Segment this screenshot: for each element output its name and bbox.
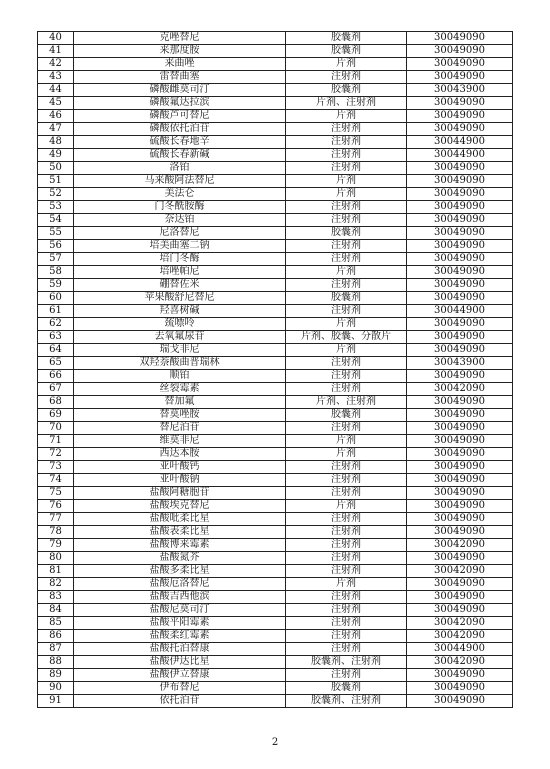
dosage-form-cell: 注射剂 <box>286 253 407 266</box>
tariff-code-cell: 30049090 <box>407 266 513 279</box>
drug-name-cell: 硫酸长春地辛 <box>74 136 286 149</box>
dosage-form-cell: 注射剂 <box>286 552 407 565</box>
drug-name-cell: 盐酸吡柔比星 <box>74 513 286 526</box>
drug-name-cell: 双羟萘酸曲普瑞林 <box>74 357 286 370</box>
row-number-cell: 69 <box>38 409 74 422</box>
drug-name-cell: 替尼泊苷 <box>74 422 286 435</box>
row-number-cell: 80 <box>38 552 74 565</box>
drug-name-cell: 瑞戈非尼 <box>74 344 286 357</box>
table-row <box>38 487 513 500</box>
row-number-cell: 47 <box>38 123 74 136</box>
drug-name-cell: 依托泊苷 <box>74 695 286 708</box>
row-number-cell: 60 <box>38 292 74 305</box>
table-row <box>38 123 513 136</box>
table-row <box>38 149 513 162</box>
drug-name-cell: 磷酸雌莫司汀 <box>74 84 286 97</box>
tariff-code-cell: 30042090 <box>407 565 513 578</box>
drug-name-cell: 盐酸尼莫司汀 <box>74 604 286 617</box>
row-number-cell: 79 <box>38 539 74 552</box>
drug-name-cell: 盐酸多柔比星 <box>74 565 286 578</box>
row-number-cell: 70 <box>38 422 74 435</box>
drug-name-cell: 盐酸伊达比星 <box>74 656 286 669</box>
row-number-cell: 90 <box>38 682 74 695</box>
dosage-form-cell: 注射剂 <box>286 513 407 526</box>
dosage-form-cell: 片剂 <box>286 318 407 331</box>
drug-name-cell: 来那度胺 <box>74 45 286 58</box>
tariff-code-cell: 30043900 <box>407 84 513 97</box>
tariff-code-cell: 30042090 <box>407 383 513 396</box>
dosage-form-cell: 注射剂 <box>286 422 407 435</box>
dosage-form-cell: 注射剂 <box>286 474 407 487</box>
tariff-code-cell: 30049090 <box>407 45 513 58</box>
tariff-code-cell: 30049090 <box>407 695 513 708</box>
drug-name-cell: 美法仑 <box>74 188 286 201</box>
table-row <box>38 214 513 227</box>
dosage-form-cell: 片剂 <box>286 175 407 188</box>
tariff-code-cell: 30049090 <box>407 253 513 266</box>
tariff-code-cell: 30049090 <box>407 71 513 84</box>
table-row <box>38 188 513 201</box>
drug-name-cell: 去氧氟尿苷 <box>74 331 286 344</box>
tariff-code-cell: 30044900 <box>407 643 513 656</box>
table-row <box>38 32 513 45</box>
drug-name-cell: 巯嘌呤 <box>74 318 286 331</box>
drug-name-cell: 亚叶酸钙 <box>74 461 286 474</box>
drug-name-cell: 奈达铂 <box>74 214 286 227</box>
table-row <box>38 110 513 123</box>
drug-name-cell: 苹果酸舒尼替尼 <box>74 292 286 305</box>
row-number-cell: 62 <box>38 318 74 331</box>
tariff-code-cell: 30049090 <box>407 526 513 539</box>
drug-name-cell: 雷替曲塞 <box>74 71 286 84</box>
drug-name-cell: 西达本胺 <box>74 448 286 461</box>
drug-name-cell: 维莫非尼 <box>74 435 286 448</box>
table-row <box>38 461 513 474</box>
tariff-code-cell: 30049090 <box>407 331 513 344</box>
table-row <box>38 682 513 695</box>
row-number-cell: 42 <box>38 58 74 71</box>
row-number-cell: 74 <box>38 474 74 487</box>
tariff-code-cell: 30042090 <box>407 539 513 552</box>
dosage-form-cell: 片剂、注射剂 <box>286 396 407 409</box>
dosage-form-cell: 片剂 <box>286 435 407 448</box>
row-number-cell: 66 <box>38 370 74 383</box>
tariff-code-cell: 30049090 <box>407 552 513 565</box>
dosage-form-cell: 注射剂 <box>286 71 407 84</box>
dosage-form-cell: 胶囊剂、注射剂 <box>286 695 407 708</box>
table-row <box>38 253 513 266</box>
drug-name-cell: 盐酸埃克替尼 <box>74 500 286 513</box>
table-row <box>38 578 513 591</box>
dosage-form-cell: 注射剂 <box>286 617 407 630</box>
dosage-form-cell: 胶囊剂 <box>286 45 407 58</box>
tariff-code-cell: 30044900 <box>407 149 513 162</box>
dosage-form-cell: 注射剂 <box>286 240 407 253</box>
drug-name-cell: 盐酸厄洛替尼 <box>74 578 286 591</box>
table-row <box>38 630 513 643</box>
table-row <box>38 474 513 487</box>
dosage-form-cell: 注射剂 <box>286 643 407 656</box>
drug-name-cell: 盐酸氮芥 <box>74 552 286 565</box>
table-row <box>38 45 513 58</box>
drug-name-cell: 盐酸吉西他滨 <box>74 591 286 604</box>
table-row <box>38 201 513 214</box>
drug-name-cell: 丝裂霉素 <box>74 383 286 396</box>
table-row <box>38 344 513 357</box>
table-row <box>38 565 513 578</box>
table-row <box>38 526 513 539</box>
dosage-form-cell: 注射剂 <box>286 591 407 604</box>
table-row <box>38 604 513 617</box>
table-row <box>38 539 513 552</box>
row-number-cell: 67 <box>38 383 74 396</box>
row-number-cell: 53 <box>38 201 74 214</box>
row-number-cell: 50 <box>38 162 74 175</box>
dosage-form-cell: 注射剂 <box>286 526 407 539</box>
table-row <box>38 435 513 448</box>
table-row <box>38 409 513 422</box>
tariff-code-cell: 30049090 <box>407 214 513 227</box>
drug-name-cell: 盐酸伊立替康 <box>74 669 286 682</box>
dosage-form-cell: 注射剂 <box>286 279 407 292</box>
tariff-code-cell: 30049090 <box>407 227 513 240</box>
drug-name-cell: 培美曲塞二钠 <box>74 240 286 253</box>
table-row <box>38 422 513 435</box>
table-row <box>38 266 513 279</box>
drug-name-cell: 克唑替尼 <box>74 32 286 45</box>
row-number-cell: 61 <box>38 305 74 318</box>
row-number-cell: 56 <box>38 240 74 253</box>
tariff-code-cell: 30049090 <box>407 500 513 513</box>
dosage-form-cell: 注射剂 <box>286 214 407 227</box>
tariff-code-cell: 30049090 <box>407 110 513 123</box>
drug-name-cell: 盐酸博来霉素 <box>74 539 286 552</box>
dosage-form-cell: 片剂 <box>286 448 407 461</box>
drug-name-cell: 尼洛替尼 <box>74 227 286 240</box>
dosage-form-cell: 注射剂 <box>286 149 407 162</box>
tariff-code-cell: 30044900 <box>407 305 513 318</box>
row-number-cell: 78 <box>38 526 74 539</box>
dosage-form-cell: 胶囊剂 <box>286 32 407 45</box>
dosage-form-cell: 注射剂 <box>286 201 407 214</box>
dosage-form-cell: 胶囊剂 <box>286 682 407 695</box>
row-number-cell: 41 <box>38 45 74 58</box>
drug-name-cell: 硫酸长春新碱 <box>74 149 286 162</box>
drug-name-cell: 亚叶酸钠 <box>74 474 286 487</box>
table-row <box>38 227 513 240</box>
tariff-code-cell: 30049090 <box>407 318 513 331</box>
row-number-cell: 87 <box>38 643 74 656</box>
drug-name-cell: 来曲唑 <box>74 58 286 71</box>
dosage-form-cell: 注射剂 <box>286 305 407 318</box>
row-number-cell: 89 <box>38 669 74 682</box>
row-number-cell: 91 <box>38 695 74 708</box>
dosage-form-cell: 胶囊剂、注射剂 <box>286 656 407 669</box>
tariff-code-cell: 30049090 <box>407 32 513 45</box>
table-row <box>38 136 513 149</box>
row-number-cell: 81 <box>38 565 74 578</box>
tariff-code-cell: 30049090 <box>407 279 513 292</box>
tariff-code-cell: 30049090 <box>407 578 513 591</box>
row-number-cell: 82 <box>38 578 74 591</box>
row-number-cell: 84 <box>38 604 74 617</box>
row-number-cell: 57 <box>38 253 74 266</box>
table-row <box>38 84 513 97</box>
tariff-code-cell: 30042090 <box>407 617 513 630</box>
dosage-form-cell: 胶囊剂 <box>286 292 407 305</box>
drug-name-cell: 培唑帕尼 <box>74 266 286 279</box>
drug-table-body <box>38 32 513 708</box>
tariff-code-cell: 30049090 <box>407 682 513 695</box>
drug-name-cell: 磷酸氟达拉滨 <box>74 97 286 110</box>
row-number-cell: 73 <box>38 461 74 474</box>
drug-name-cell: 培门冬酶 <box>74 253 286 266</box>
tariff-code-cell: 30049090 <box>407 591 513 604</box>
dosage-form-cell: 注射剂 <box>286 604 407 617</box>
table-row <box>38 383 513 396</box>
drug-name-cell: 门冬酰胺酶 <box>74 201 286 214</box>
row-number-cell: 45 <box>38 97 74 110</box>
dosage-form-cell: 注射剂 <box>286 630 407 643</box>
tariff-code-cell: 30049090 <box>407 201 513 214</box>
table-row <box>38 370 513 383</box>
row-number-cell: 54 <box>38 214 74 227</box>
tariff-code-cell: 30042090 <box>407 630 513 643</box>
tariff-code-cell: 30049090 <box>407 422 513 435</box>
dosage-form-cell: 注射剂 <box>286 357 407 370</box>
table-row <box>38 357 513 370</box>
row-number-cell: 59 <box>38 279 74 292</box>
row-number-cell: 43 <box>38 71 74 84</box>
drug-name-cell: 马来酸阿法替尼 <box>74 175 286 188</box>
dosage-form-cell: 注射剂 <box>286 136 407 149</box>
table-row <box>38 695 513 708</box>
tariff-code-cell: 30049090 <box>407 396 513 409</box>
tariff-code-cell: 30043900 <box>407 357 513 370</box>
tariff-code-cell: 30044900 <box>407 136 513 149</box>
dosage-form-cell: 片剂 <box>286 58 407 71</box>
tariff-code-cell: 30049090 <box>407 123 513 136</box>
dosage-form-cell: 注射剂 <box>286 669 407 682</box>
row-number-cell: 68 <box>38 396 74 409</box>
dosage-form-cell: 注射剂 <box>286 565 407 578</box>
tariff-code-cell: 30049090 <box>407 513 513 526</box>
table-row <box>38 500 513 513</box>
table-row <box>38 331 513 344</box>
page-number: 2 <box>271 737 279 748</box>
tariff-code-cell: 30049090 <box>407 162 513 175</box>
row-number-cell: 40 <box>38 32 74 45</box>
row-number-cell: 65 <box>38 357 74 370</box>
table-row <box>38 292 513 305</box>
tariff-code-cell: 30042090 <box>407 656 513 669</box>
dosage-form-cell: 胶囊剂 <box>286 227 407 240</box>
row-number-cell: 58 <box>38 266 74 279</box>
dosage-form-cell: 注射剂 <box>286 123 407 136</box>
row-number-cell: 72 <box>38 448 74 461</box>
tariff-code-cell: 30049090 <box>407 58 513 71</box>
table-row <box>38 175 513 188</box>
row-number-cell: 86 <box>38 630 74 643</box>
table-row <box>38 97 513 110</box>
row-number-cell: 55 <box>38 227 74 240</box>
table-row <box>38 305 513 318</box>
drug-name-cell: 替加氟 <box>74 396 286 409</box>
table-row <box>38 448 513 461</box>
row-number-cell: 77 <box>38 513 74 526</box>
tariff-code-cell: 30049090 <box>407 344 513 357</box>
dosage-form-cell: 胶囊剂 <box>286 84 407 97</box>
row-number-cell: 76 <box>38 500 74 513</box>
drug-name-cell: 盐酸表柔比星 <box>74 526 286 539</box>
drug-name-cell: 洛铂 <box>74 162 286 175</box>
table-row <box>38 617 513 630</box>
dosage-form-cell: 片剂、注射剂 <box>286 97 407 110</box>
row-number-cell: 83 <box>38 591 74 604</box>
dosage-form-cell: 片剂 <box>286 344 407 357</box>
table-row <box>38 279 513 292</box>
tariff-code-cell: 30049090 <box>407 188 513 201</box>
table-row <box>38 58 513 71</box>
tariff-code-cell: 30049090 <box>407 669 513 682</box>
row-number-cell: 88 <box>38 656 74 669</box>
tariff-code-cell: 30049090 <box>407 435 513 448</box>
table-row <box>38 552 513 565</box>
dosage-form-cell: 片剂 <box>286 578 407 591</box>
dosage-form-cell: 注射剂 <box>286 487 407 500</box>
row-number-cell: 85 <box>38 617 74 630</box>
tariff-code-cell: 30049090 <box>407 175 513 188</box>
dosage-form-cell: 胶囊剂 <box>286 409 407 422</box>
table-row <box>38 240 513 253</box>
tariff-code-cell: 30049090 <box>407 461 513 474</box>
dosage-form-cell: 注射剂 <box>286 162 407 175</box>
tariff-code-cell: 30049090 <box>407 604 513 617</box>
drug-name-cell: 替莫唑胺 <box>74 409 286 422</box>
drug-name-cell: 盐酸阿糖胞苷 <box>74 487 286 500</box>
row-number-cell: 46 <box>38 110 74 123</box>
dosage-form-cell: 注射剂 <box>286 370 407 383</box>
row-number-cell: 63 <box>38 331 74 344</box>
tariff-code-cell: 30049090 <box>407 370 513 383</box>
drug-name-cell: 羟喜树碱 <box>74 305 286 318</box>
table-row <box>38 71 513 84</box>
dosage-form-cell: 注射剂 <box>286 383 407 396</box>
table-row <box>38 591 513 604</box>
table-row <box>38 669 513 682</box>
table-row <box>38 396 513 409</box>
drug-name-cell: 盐酸平阳霉素 <box>74 617 286 630</box>
drug-name-cell: 伊布替尼 <box>74 682 286 695</box>
tariff-code-cell: 30049090 <box>407 240 513 253</box>
table-row <box>38 162 513 175</box>
row-number-cell: 49 <box>38 149 74 162</box>
drug-name-cell: 硼替佐米 <box>74 279 286 292</box>
tariff-code-cell: 30049090 <box>407 487 513 500</box>
dosage-form-cell: 注射剂 <box>286 539 407 552</box>
row-number-cell: 75 <box>38 487 74 500</box>
table-row <box>38 318 513 331</box>
row-number-cell: 52 <box>38 188 74 201</box>
drug-name-cell: 盐酸托泊替康 <box>74 643 286 656</box>
row-number-cell: 51 <box>38 175 74 188</box>
table-row <box>38 656 513 669</box>
drug-name-cell: 顺铂 <box>74 370 286 383</box>
dosage-form-cell: 注射剂 <box>286 461 407 474</box>
table-row <box>38 513 513 526</box>
dosage-form-cell: 片剂 <box>286 500 407 513</box>
drug-table <box>37 31 513 708</box>
tariff-code-cell: 30049090 <box>407 409 513 422</box>
tariff-code-cell: 30049090 <box>407 97 513 110</box>
tariff-code-cell: 30049090 <box>407 292 513 305</box>
row-number-cell: 71 <box>38 435 74 448</box>
dosage-form-cell: 片剂 <box>286 266 407 279</box>
row-number-cell: 64 <box>38 344 74 357</box>
row-number-cell: 48 <box>38 136 74 149</box>
tariff-code-cell: 30049090 <box>407 448 513 461</box>
table-row <box>38 643 513 656</box>
dosage-form-cell: 片剂、胶囊、分散片 <box>286 331 407 344</box>
tariff-code-cell: 30049090 <box>407 474 513 487</box>
dosage-form-cell: 片剂 <box>286 188 407 201</box>
row-number-cell: 44 <box>38 84 74 97</box>
dosage-form-cell: 片剂 <box>286 110 407 123</box>
drug-name-cell: 磷酸芦可替尼 <box>74 110 286 123</box>
drug-name-cell: 磷酸依托泊苷 <box>74 123 286 136</box>
drug-name-cell: 盐酸柔红霉素 <box>74 630 286 643</box>
